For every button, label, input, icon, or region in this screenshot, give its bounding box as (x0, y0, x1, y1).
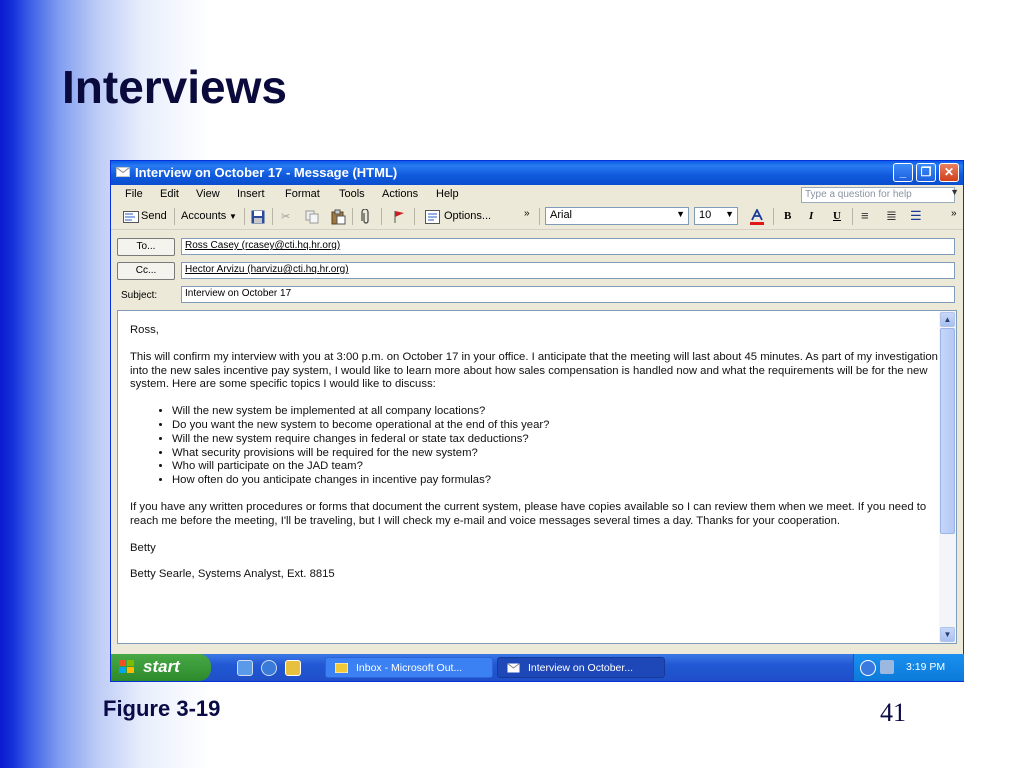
toolbar-overflow-icon[interactable]: » (524, 208, 530, 219)
subject-field[interactable] (181, 286, 955, 303)
send-icon (123, 211, 139, 223)
clock: 3:19 PM (906, 661, 946, 673)
system-tray (853, 654, 964, 681)
to-field[interactable] (181, 238, 955, 255)
subject-value: Interview on October 17 (185, 288, 292, 299)
formatting-toolbar (111, 205, 963, 230)
page-number: 41 (880, 698, 906, 727)
menu-bar (111, 185, 963, 205)
help-placeholder: Type a question for help (805, 189, 912, 200)
windows-logo-icon (119, 660, 135, 674)
envelope-icon (116, 167, 130, 177)
to-button[interactable] (117, 238, 175, 256)
menu-tools[interactable]: Tools (339, 188, 365, 200)
list-item: • Will the new system require changes in federal or state tax deductions? (172, 433, 938, 447)
greeting: Ross, (130, 324, 159, 336)
start-label: start (143, 657, 180, 676)
close-button[interactable]: ✕ (939, 163, 959, 182)
outlook-icon[interactable] (285, 660, 301, 676)
envelope-icon (507, 663, 520, 673)
chevron-down-icon[interactable]: ▼ (950, 187, 959, 197)
start-button[interactable] (111, 654, 211, 681)
message-body[interactable] (117, 310, 957, 644)
align-center-icon[interactable]: ≣ (886, 208, 897, 223)
copy-icon[interactable] (305, 210, 319, 224)
menu-edit[interactable]: Edit (160, 188, 179, 200)
topic-list (130, 405, 938, 488)
flag-icon[interactable] (392, 210, 406, 224)
list-item: • Do you want the new system to become operational at the end of this year? (172, 419, 938, 433)
paste-icon[interactable] (330, 209, 346, 225)
attach-icon[interactable] (361, 209, 371, 225)
message-window (110, 160, 964, 682)
cut-icon[interactable]: ✂ (281, 211, 291, 223)
list-item: • Will the new system be implemented at all company locations? (172, 405, 938, 419)
font-size-select[interactable] (694, 207, 738, 225)
chevron-down-icon: ▼ (676, 209, 685, 219)
scroll-down-icon[interactable]: ▼ (940, 627, 955, 642)
list-item: • How often do you anticipate changes in incentive pay formulas? (172, 474, 938, 488)
sign-name: Betty (130, 541, 156, 554)
accounts-button[interactable]: Accounts (181, 210, 227, 222)
font-size-value: 10 (699, 209, 712, 221)
save-icon[interactable] (251, 210, 265, 224)
list-item: • What security provisions will be required for the new system? (172, 447, 938, 461)
vertical-scrollbar[interactable] (939, 311, 956, 643)
cc-recipient[interactable]: Hector Arvizu (harvizu@cti.hq.hr.org) (185, 264, 349, 275)
title-bar[interactable] (111, 161, 963, 185)
figure-caption: Figure 3-19 (103, 696, 221, 721)
font-color-icon[interactable] (749, 209, 765, 225)
task-inbox-label: Inbox - Microsoft Out... (356, 662, 463, 674)
cc-button[interactable] (117, 262, 175, 280)
intro-paragraph: This will confirm my interview with you at 3:00 p.m. on October 17 in your office. I anticipate that the meeting will last about 45 minutes. As part of my investigation into the new sales incentive pay system, I would like to learn more about how sales compensation is handled now and what the requirements will be for the new system. Here are some specific topics I would like to discuss: (130, 350, 938, 391)
window-title: Interview on October 17 - Message (HTML) (135, 165, 398, 180)
font-name-select[interactable] (545, 207, 689, 225)
scroll-thumb[interactable] (940, 328, 955, 534)
task-interview[interactable] (497, 657, 665, 678)
maximize-button[interactable]: ❐ (916, 163, 936, 182)
bold-icon[interactable]: B (784, 210, 792, 222)
signature: Betty Searle, Systems Analyst, Ext. 8815 (130, 568, 335, 581)
cc-label: Cc... (135, 265, 157, 276)
align-left-icon[interactable]: ≡ (861, 208, 869, 223)
list-item: • Who will participate on the JAD team? (172, 460, 938, 474)
italic-icon[interactable]: I (809, 210, 814, 222)
minimize-button[interactable]: _ (893, 163, 913, 182)
show-desktop-icon[interactable] (237, 660, 253, 676)
browser-icon[interactable] (261, 660, 277, 676)
chevron-down-icon: ▼ (725, 209, 734, 219)
to-recipient[interactable]: Ross Casey (rcasey@cti.hq.hr.org) (185, 240, 341, 251)
menu-format[interactable]: Format (285, 188, 320, 200)
font-name-value: Arial (550, 209, 573, 221)
slide-title: Interviews (62, 61, 287, 113)
options-button[interactable]: Options... (444, 210, 492, 222)
underline-icon[interactable]: U (833, 210, 841, 222)
task-inbox[interactable] (325, 657, 493, 678)
menu-help[interactable]: Help (436, 188, 459, 200)
toolbar-overflow-icon[interactable]: » (951, 208, 957, 219)
network-icon[interactable] (880, 660, 894, 674)
menu-insert[interactable]: Insert (237, 188, 265, 200)
menu-view[interactable]: View (196, 188, 220, 200)
menu-actions[interactable]: Actions (382, 188, 419, 200)
outlook-icon (335, 663, 348, 673)
accounts-dropdown-icon[interactable]: ▼ (229, 212, 237, 221)
options-icon (425, 210, 440, 224)
help-search-input[interactable] (801, 187, 955, 203)
task-interview-label: Interview on October... (528, 662, 634, 674)
menu-file[interactable]: File (125, 188, 143, 200)
taskbar (111, 654, 963, 681)
closing-paragraph: If you have any written procedures or forms that document the current system, please have copies available so I can review them when we meet. If you need to reach me before the meeting, I'll be traveling, but I will check my e-mail and voice messages several times a day. Thanks for your cooperation. (130, 500, 927, 527)
to-label: To... (136, 241, 156, 252)
message-text (130, 324, 938, 595)
send-button[interactable]: Send (141, 210, 167, 222)
bullets-icon[interactable]: ☰ (910, 208, 922, 223)
cc-field[interactable] (181, 262, 955, 279)
tray-expand-icon[interactable] (860, 660, 876, 676)
scroll-up-icon[interactable]: ▲ (940, 312, 955, 327)
subject-label: Subject: (121, 290, 158, 301)
